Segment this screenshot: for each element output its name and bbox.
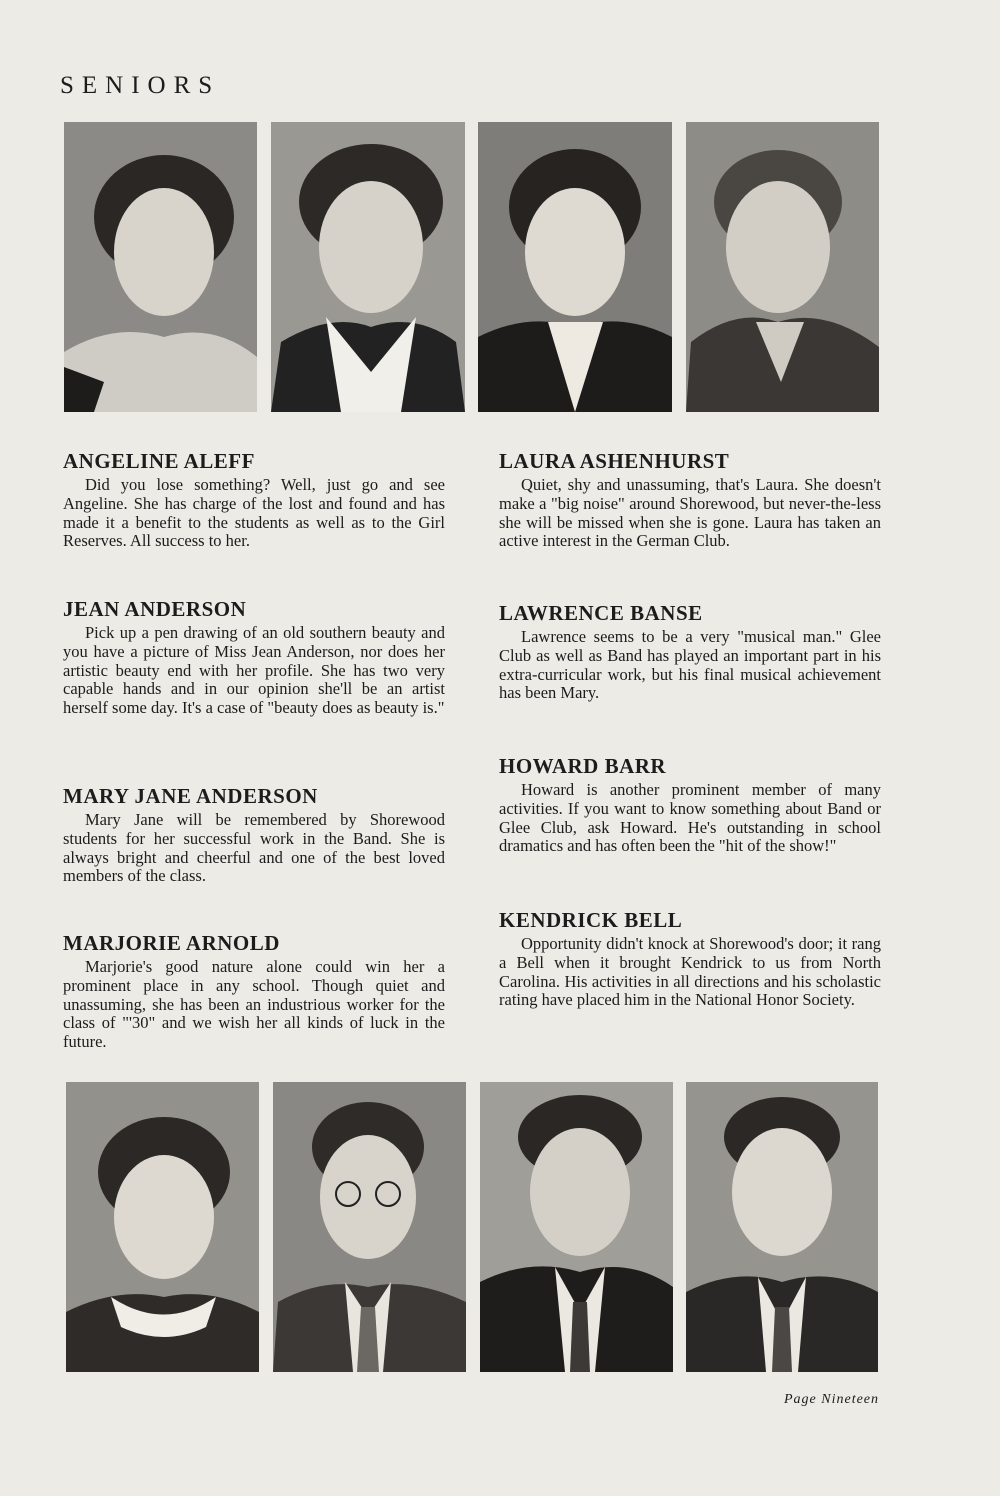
senior-description: Howard is another prominent member of many activities. If you want to know something about Band or Glee Club, ask Howard. He's outstanding in school dramatics and has often been the "hit of the show!" (499, 780, 881, 856)
portrait-image (273, 1082, 466, 1372)
senior-description: Mary Jane will be remembered by Shorewood students for her successful work in the Band. She is always bright and cheerful and one of the best loved members of the class. (63, 810, 445, 886)
senior-entry (63, 783, 445, 886)
senior-name: MARJORIE ARNOLD (63, 931, 280, 955)
senior-description: Quiet, shy and unassuming, that's Laura. She doesn't make a "big noise" around Shorewood, but never-the-less she will be missed when she is gone. Laura has taken an active interest in the German Club. (499, 475, 881, 551)
senior-entry (499, 907, 881, 1010)
portrait-photo (478, 122, 672, 412)
senior-entry (63, 930, 445, 1052)
senior-description: Did you lose something? Well, just go and see Angeline. She has charge of the lost and found and has made it a benefit to the students as well as to the Girl Reserves. All success to her. (63, 475, 445, 551)
senior-description: Pick up a pen drawing of an old southern beauty and you have a picture of Miss Jean Anderson, nor does her artistic beauty end with her profile. She has two very capable hands and in our opinion she'll be an artist herself some day. It's a case of "beauty does as beauty is." (63, 623, 445, 718)
senior-name: JEAN ANDERSON (63, 597, 247, 621)
portrait-photo (480, 1082, 673, 1372)
senior-description: Lawrence seems to be a very "musical man." Glee Club as well as Band has played an important part in his extra-curricular work, but his final musical achievement has been Mary. (499, 627, 881, 703)
senior-entry (63, 596, 445, 718)
section-title: SENIORS (60, 72, 221, 99)
portrait-photo (686, 1082, 878, 1372)
top-photo-row (0, 122, 1000, 412)
bottom-photo-row (0, 1082, 1000, 1372)
portrait-image (64, 122, 257, 412)
senior-name: MARY JANE ANDERSON (63, 784, 318, 808)
senior-entry (499, 753, 881, 856)
portrait-photo (273, 1082, 466, 1372)
page-number: Page Nineteen (784, 1392, 880, 1407)
portrait-photo (686, 122, 879, 412)
portrait-image (66, 1082, 259, 1372)
portrait-image (686, 1082, 878, 1372)
portrait-image (478, 122, 672, 412)
portrait-photo (64, 122, 257, 412)
senior-name: ANGELINE ALEFF (63, 449, 255, 473)
senior-entry (499, 600, 881, 703)
portrait-photo (271, 122, 465, 412)
senior-name: LAWRENCE BANSE (499, 601, 703, 625)
senior-entry (499, 448, 881, 551)
senior-name: KENDRICK BELL (499, 908, 683, 932)
senior-description: Marjorie's good nature alone could win her a prominent place in any school. Though quiet and unassuming, she has been an industrious worker for the class of "'30" and we wish her all kinds of luck in the future. (63, 957, 445, 1052)
senior-description: Opportunity didn't knock at Shorewood's door; it rang a Bell when it brought Kendrick to us from North Carolina. His activities in all directions and his scholastic rating have placed him in the National Honor Society. (499, 934, 881, 1010)
portrait-image (271, 122, 465, 412)
senior-name: LAURA ASHENHURST (499, 449, 730, 473)
right-column (499, 448, 881, 1058)
portrait-image (480, 1082, 673, 1372)
left-column (63, 448, 445, 1058)
senior-name: HOWARD BARR (499, 754, 667, 778)
portrait-photo (66, 1082, 259, 1372)
portrait-image (686, 122, 879, 412)
senior-entry (63, 448, 445, 551)
